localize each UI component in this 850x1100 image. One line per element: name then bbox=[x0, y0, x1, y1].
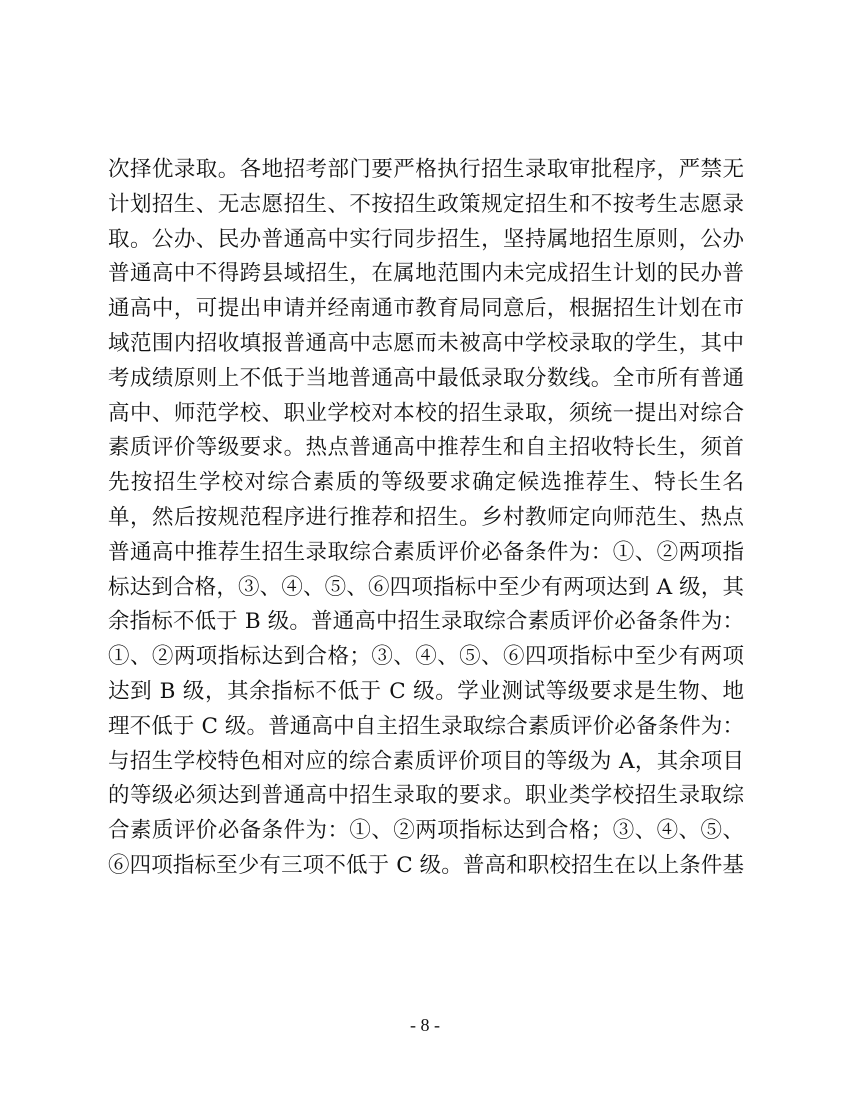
text-line: 与招生学校特色相对应的综合素质评价项目的等级为 A，其余项目 bbox=[108, 748, 744, 774]
text-line: 标达到合格，③、④、⑤、⑥四项指标中至少有两项达到 A 级，其 bbox=[108, 574, 744, 600]
text-line: 次择优录取。各地招考部门要严格执行招生录取审批程序，严禁无 bbox=[108, 157, 744, 182]
text-line: 达到 B 级，其余指标不低于 C 级。学业测试等级要求是生物、地 bbox=[108, 678, 744, 704]
text-line: 的等级必须达到普通高中招生录取的要求。职业类学校招生录取综 bbox=[108, 783, 744, 809]
text-line: ①、②两项指标达到合格；③、④、⑤、⑥四项指标中至少有两项 bbox=[108, 644, 744, 670]
text-line: 普通高中不得跨县域招生，在属地范围内未完成招生计划的民办普 bbox=[108, 261, 744, 287]
text-line: 先按招生学校对综合素质的等级要求确定候选推荐生、特长生名 bbox=[108, 470, 744, 496]
page-number: - 8 - bbox=[410, 1015, 440, 1035]
text-line: ⑥四项指标至少有三项不低于 C 级。普高和职校招生在以上条件基 bbox=[108, 852, 744, 878]
text-line: 计划招生、无志愿招生、不按招生政策规定招生和不按考生志愿录 bbox=[108, 191, 744, 217]
body-text bbox=[108, 153, 744, 884]
text-line: 通高中，可提出申请并经南通市教育局同意后，根据招生计划在市 bbox=[108, 296, 744, 322]
text-line: 合素质评价必备条件为：①、②两项指标达到合格；③、④、⑤、 bbox=[108, 818, 744, 844]
text-line: 域范围内招收填报普通高中志愿而未被高中学校录取的学生，其中 bbox=[108, 330, 744, 356]
text-line: 余指标不低于 B 级。普通高中招生录取综合素质评价必备条件为： bbox=[108, 609, 744, 635]
text-line: 单，然后按规范程序进行推荐和招生。乡村教师定向师范生、热点 bbox=[108, 504, 744, 530]
text-line: 素质评价等级要求。热点普通高中推荐生和自主招收特长生，须首 bbox=[108, 435, 744, 461]
text-line: 普通高中推荐生招生录取综合素质评价必备条件为：①、②两项指 bbox=[108, 539, 744, 565]
text-line: 理不低于 C 级。普通高中自主招生录取综合素质评价必备条件为： bbox=[108, 713, 744, 739]
text-line: 高中、师范学校、职业学校对本校的招生录取，须统一提出对综合 bbox=[108, 400, 744, 426]
text-line: 取。公办、民办普通高中实行同步招生，坚持属地招生原则，公办 bbox=[108, 226, 744, 252]
text-line: 考成绩原则上不低于当地普通高中最低录取分数线。全市所有普通 bbox=[108, 365, 744, 391]
